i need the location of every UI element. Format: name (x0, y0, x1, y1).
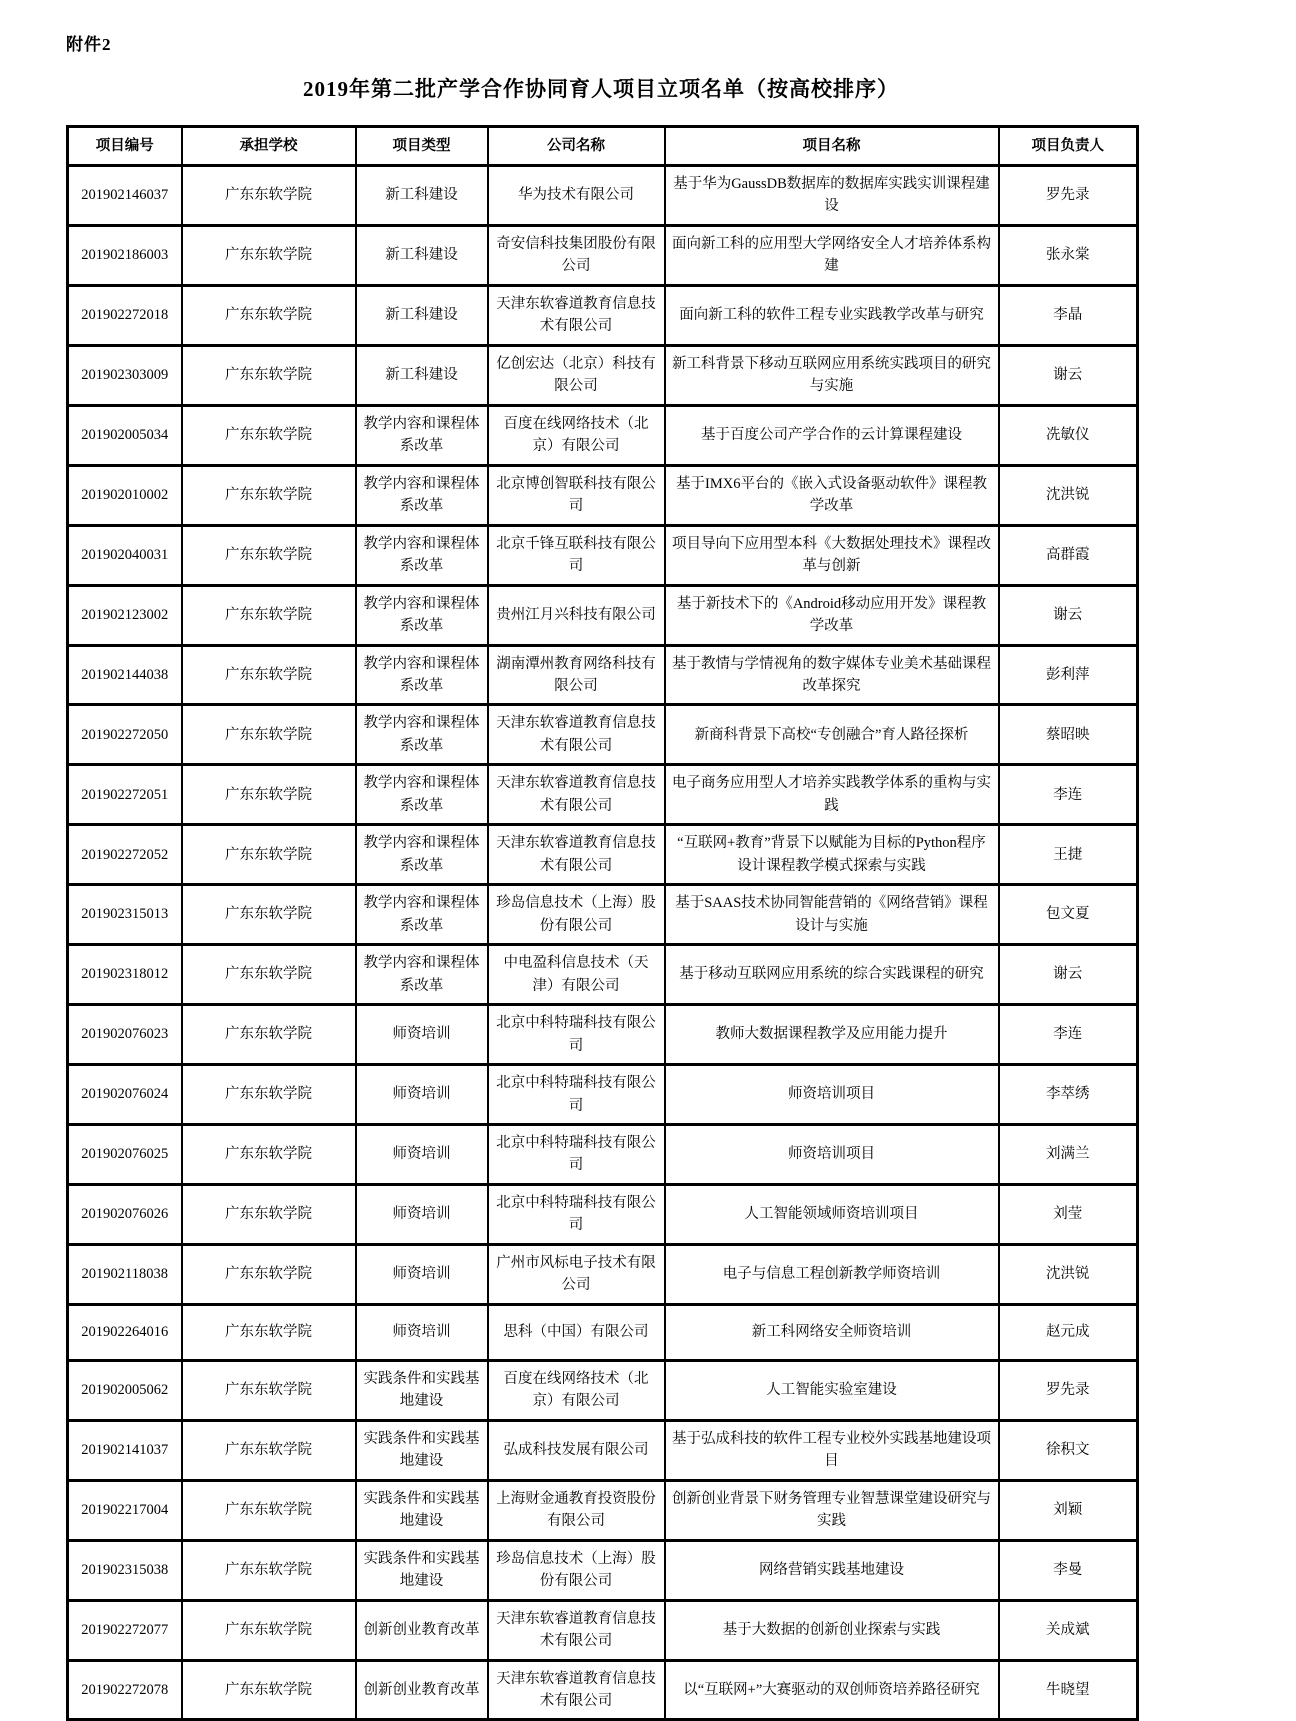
cell-school: 广东东软学院 (182, 1420, 356, 1480)
cell-project-id: 201902272050 (68, 705, 182, 765)
cell-company: 天津东软睿道教育信息技术有限公司 (488, 1660, 665, 1720)
table-row (68, 585, 1138, 645)
cell-project-id: 201902272018 (68, 285, 182, 345)
cell-project-name: 人工智能领域师资培训项目 (665, 1184, 999, 1244)
cell-project-id: 201902144038 (68, 645, 182, 705)
cell-leader: 王捷 (999, 825, 1138, 885)
cell-leader: 高群霞 (999, 525, 1138, 585)
table-body (68, 166, 1138, 1720)
cell-company: 湖南潭州教育网络科技有限公司 (488, 645, 665, 705)
cell-company: 北京千锋互联科技有限公司 (488, 525, 665, 585)
cell-leader: 罗先录 (999, 1360, 1138, 1420)
cell-project-type: 师资培训 (356, 1065, 488, 1125)
table-row (68, 1005, 1138, 1065)
cell-leader: 沈洪锐 (999, 1244, 1138, 1304)
cell-project-name: 基于IMX6平台的《嵌入式设备驱动软件》课程教学改革 (665, 465, 999, 525)
cell-project-type: 实践条件和实践基地建设 (356, 1360, 488, 1420)
cell-company: 上海财金通教育投资股份有限公司 (488, 1480, 665, 1540)
cell-project-type: 教学内容和课程体系改革 (356, 945, 488, 1005)
header-school: 承担学校 (182, 127, 356, 166)
cell-school: 广东东软学院 (182, 1304, 356, 1360)
cell-leader: 冼敏仪 (999, 405, 1138, 465)
cell-project-id: 201902118038 (68, 1244, 182, 1304)
cell-project-type: 师资培训 (356, 1005, 488, 1065)
cell-project-id: 201902272051 (68, 765, 182, 825)
attachment-label: 附件2 (66, 35, 112, 54)
header-project-name: 项目名称 (665, 127, 999, 166)
cell-school: 广东东软学院 (182, 1125, 356, 1185)
cell-project-id: 201902318012 (68, 945, 182, 1005)
cell-project-name: 项目导向下应用型本科《大数据处理技术》课程改革与创新 (665, 525, 999, 585)
cell-project-id: 201902076024 (68, 1065, 182, 1125)
cell-project-id: 201902264016 (68, 1304, 182, 1360)
cell-leader: 李连 (999, 1005, 1138, 1065)
cell-project-name: 师资培训项目 (665, 1065, 999, 1125)
cell-project-name: 人工智能实验室建设 (665, 1360, 999, 1420)
cell-project-name: 基于移动互联网应用系统的综合实践课程的研究 (665, 945, 999, 1005)
cell-project-type: 教学内容和课程体系改革 (356, 825, 488, 885)
cell-school: 广东东软学院 (182, 405, 356, 465)
cell-project-type: 教学内容和课程体系改革 (356, 465, 488, 525)
cell-leader: 刘莹 (999, 1184, 1138, 1244)
cell-school: 广东东软学院 (182, 345, 356, 405)
table-row (68, 825, 1138, 885)
table-row (68, 285, 1138, 345)
cell-school: 广东东软学院 (182, 1480, 356, 1540)
cell-leader: 谢云 (999, 345, 1138, 405)
cell-company: 北京中科特瑞科技有限公司 (488, 1184, 665, 1244)
cell-leader: 包文夏 (999, 885, 1138, 945)
cell-leader: 谢云 (999, 945, 1138, 1005)
cell-project-type: 教学内容和课程体系改革 (356, 525, 488, 585)
cell-project-name: 新工科背景下移动互联网应用系统实践项目的研究与实施 (665, 345, 999, 405)
table-row (68, 465, 1138, 525)
table-row (68, 1660, 1138, 1720)
cell-school: 广东东软学院 (182, 945, 356, 1005)
cell-project-id: 201902005062 (68, 1360, 182, 1420)
cell-project-name: 网络营销实践基地建设 (665, 1540, 999, 1600)
cell-company: 中电盈科信息技术（天津）有限公司 (488, 945, 665, 1005)
cell-leader: 刘满兰 (999, 1125, 1138, 1185)
cell-project-id: 201902146037 (68, 166, 182, 226)
cell-school: 广东东软学院 (182, 765, 356, 825)
cell-project-type: 实践条件和实践基地建设 (356, 1420, 488, 1480)
cell-school: 广东东软学院 (182, 285, 356, 345)
header-project-id: 项目编号 (68, 127, 182, 166)
cell-company: 珍岛信息技术（上海）股份有限公司 (488, 885, 665, 945)
cell-company: 天津东软睿道教育信息技术有限公司 (488, 705, 665, 765)
cell-project-name: 电子商务应用型人才培养实践教学体系的重构与实践 (665, 765, 999, 825)
cell-school: 广东东软学院 (182, 225, 356, 285)
cell-school: 广东东软学院 (182, 166, 356, 226)
table-row (68, 1420, 1138, 1480)
cell-project-id: 201902005034 (68, 405, 182, 465)
document-title: 2019年第二批产学合作协同育人项目立项名单（按高校排序） (303, 77, 899, 101)
table-row (68, 225, 1138, 285)
cell-project-name: 师资培训项目 (665, 1125, 999, 1185)
cell-project-name: 基于大数据的创新创业探索与实践 (665, 1600, 999, 1660)
cell-project-name: 新商科背景下高校“专创融合”育人路径探析 (665, 705, 999, 765)
cell-project-name: “互联网+教育”背景下以赋能为目标的Python程序设计课程教学模式探索与实践 (665, 825, 999, 885)
cell-leader: 彭利萍 (999, 645, 1138, 705)
cell-school: 广东东软学院 (182, 465, 356, 525)
cell-project-id: 201902272078 (68, 1660, 182, 1720)
cell-school: 广东东软学院 (182, 705, 356, 765)
cell-leader: 赵元成 (999, 1304, 1138, 1360)
projects-table (66, 125, 1139, 1721)
table-row (68, 525, 1138, 585)
cell-school: 广东东软学院 (182, 585, 356, 645)
table-row (68, 765, 1138, 825)
cell-company: 百度在线网络技术（北京）有限公司 (488, 405, 665, 465)
cell-company: 思科（中国）有限公司 (488, 1304, 665, 1360)
cell-project-id: 201902076026 (68, 1184, 182, 1244)
cell-leader: 罗先录 (999, 166, 1138, 226)
cell-company: 北京中科特瑞科技有限公司 (488, 1125, 665, 1185)
cell-project-id: 201902186003 (68, 225, 182, 285)
table-row (68, 945, 1138, 1005)
cell-company: 广州市风标电子技术有限公司 (488, 1244, 665, 1304)
cell-company: 亿创宏达（北京）科技有限公司 (488, 345, 665, 405)
cell-project-name: 基于华为GaussDB数据库的数据库实践实训课程建设 (665, 166, 999, 226)
cell-project-type: 新工科建设 (356, 345, 488, 405)
table-row (68, 1125, 1138, 1185)
table-row (68, 1065, 1138, 1125)
cell-project-id: 201902123002 (68, 585, 182, 645)
table-row (68, 1304, 1138, 1360)
cell-project-type: 新工科建设 (356, 166, 488, 226)
cell-project-type: 教学内容和课程体系改革 (356, 885, 488, 945)
header-project-type: 项目类型 (356, 127, 488, 166)
cell-project-name: 电子与信息工程创新教学师资培训 (665, 1244, 999, 1304)
table-row (68, 645, 1138, 705)
cell-project-name: 新工科网络安全师资培训 (665, 1304, 999, 1360)
cell-school: 广东东软学院 (182, 525, 356, 585)
cell-school: 广东东软学院 (182, 1600, 356, 1660)
cell-project-type: 实践条件和实践基地建设 (356, 1540, 488, 1600)
cell-school: 广东东软学院 (182, 1065, 356, 1125)
cell-project-type: 教学内容和课程体系改革 (356, 405, 488, 465)
cell-project-type: 教学内容和课程体系改革 (356, 645, 488, 705)
cell-project-id: 201902076025 (68, 1125, 182, 1185)
table-row (68, 166, 1138, 226)
cell-project-name: 基于SAAS技术协同智能营销的《网络营销》课程设计与实施 (665, 885, 999, 945)
cell-school: 广东东软学院 (182, 1244, 356, 1304)
cell-leader: 刘颖 (999, 1480, 1138, 1540)
cell-project-type: 师资培训 (356, 1304, 488, 1360)
cell-leader: 牛晓望 (999, 1660, 1138, 1720)
cell-company: 奇安信科技集团股份有限公司 (488, 225, 665, 285)
cell-project-id: 201902076023 (68, 1005, 182, 1065)
cell-company: 北京中科特瑞科技有限公司 (488, 1005, 665, 1065)
cell-leader: 张永棠 (999, 225, 1138, 285)
table-row (68, 885, 1138, 945)
table-header-row (68, 127, 1138, 166)
cell-project-type: 新工科建设 (356, 285, 488, 345)
cell-project-name: 以“互联网+”大赛驱动的双创师资培养路径研究 (665, 1660, 999, 1720)
cell-project-type: 创新创业教育改革 (356, 1660, 488, 1720)
cell-project-name: 基于新技术下的《Android移动应用开发》课程教学改革 (665, 585, 999, 645)
table-row (68, 1480, 1138, 1540)
cell-project-id: 201902303009 (68, 345, 182, 405)
cell-leader: 谢云 (999, 585, 1138, 645)
cell-company: 北京中科特瑞科技有限公司 (488, 1065, 665, 1125)
table-row (68, 1600, 1138, 1660)
cell-company: 北京博创智联科技有限公司 (488, 465, 665, 525)
cell-project-id: 201902217004 (68, 1480, 182, 1540)
cell-project-id: 201902315013 (68, 885, 182, 945)
cell-company: 天津东软睿道教育信息技术有限公司 (488, 285, 665, 345)
cell-school: 广东东软学院 (182, 1660, 356, 1720)
cell-school: 广东东软学院 (182, 1005, 356, 1065)
cell-leader: 李连 (999, 765, 1138, 825)
header-company: 公司名称 (488, 127, 665, 166)
document-content (66, 30, 1136, 1721)
cell-project-type: 师资培训 (356, 1184, 488, 1244)
cell-school: 广东东软学院 (182, 645, 356, 705)
cell-school: 广东东软学院 (182, 1360, 356, 1420)
cell-school: 广东东软学院 (182, 885, 356, 945)
cell-project-id: 201902272077 (68, 1600, 182, 1660)
cell-project-id: 201902141037 (68, 1420, 182, 1480)
cell-leader: 李晶 (999, 285, 1138, 345)
cell-project-type: 教学内容和课程体系改革 (356, 765, 488, 825)
cell-leader: 李曼 (999, 1540, 1138, 1600)
cell-project-type: 教学内容和课程体系改革 (356, 585, 488, 645)
cell-school: 广东东软学院 (182, 825, 356, 885)
cell-project-id: 201902272052 (68, 825, 182, 885)
cell-project-type: 实践条件和实践基地建设 (356, 1480, 488, 1540)
cell-project-name: 教师大数据课程教学及应用能力提升 (665, 1005, 999, 1065)
table-row (68, 1540, 1138, 1600)
cell-project-name: 面向新工科的应用型大学网络安全人才培养体系构建 (665, 225, 999, 285)
cell-leader: 蔡昭映 (999, 705, 1138, 765)
cell-company: 华为技术有限公司 (488, 166, 665, 226)
cell-leader: 关成斌 (999, 1600, 1138, 1660)
cell-company: 天津东软睿道教育信息技术有限公司 (488, 1600, 665, 1660)
table-row (68, 1244, 1138, 1304)
table-row (68, 1360, 1138, 1420)
cell-company: 贵州江月兴科技有限公司 (488, 585, 665, 645)
cell-project-name: 创新创业背景下财务管理专业智慧课堂建设研究与实践 (665, 1480, 999, 1540)
cell-leader: 沈洪锐 (999, 465, 1138, 525)
cell-project-type: 师资培训 (356, 1125, 488, 1185)
cell-project-name: 基于弘成科技的软件工程专业校外实践基地建设项目 (665, 1420, 999, 1480)
cell-company: 天津东软睿道教育信息技术有限公司 (488, 825, 665, 885)
cell-project-id: 201902040031 (68, 525, 182, 585)
table-row (68, 405, 1138, 465)
cell-project-name: 面向新工科的软件工程专业实践教学改革与研究 (665, 285, 999, 345)
cell-project-type: 教学内容和课程体系改革 (356, 705, 488, 765)
cell-project-type: 师资培训 (356, 1244, 488, 1304)
header-leader: 项目负责人 (999, 127, 1138, 166)
cell-project-type: 创新创业教育改革 (356, 1600, 488, 1660)
cell-company: 弘成科技发展有限公司 (488, 1420, 665, 1480)
cell-school: 广东东软学院 (182, 1540, 356, 1600)
cell-project-id: 201902010002 (68, 465, 182, 525)
cell-school: 广东东软学院 (182, 1184, 356, 1244)
table-row (68, 705, 1138, 765)
cell-company: 百度在线网络技术（北京）有限公司 (488, 1360, 665, 1420)
cell-project-name: 基于百度公司产学合作的云计算课程建设 (665, 405, 999, 465)
cell-leader: 徐积文 (999, 1420, 1138, 1480)
cell-project-type: 新工科建设 (356, 225, 488, 285)
cell-project-name: 基于教情与学情视角的数字媒体专业美术基础课程改革探究 (665, 645, 999, 705)
table-row (68, 345, 1138, 405)
cell-leader: 李萃绣 (999, 1065, 1138, 1125)
cell-company: 天津东软睿道教育信息技术有限公司 (488, 765, 665, 825)
cell-company: 珍岛信息技术（上海）股份有限公司 (488, 1540, 665, 1600)
table-row (68, 1184, 1138, 1244)
cell-project-id: 201902315038 (68, 1540, 182, 1600)
